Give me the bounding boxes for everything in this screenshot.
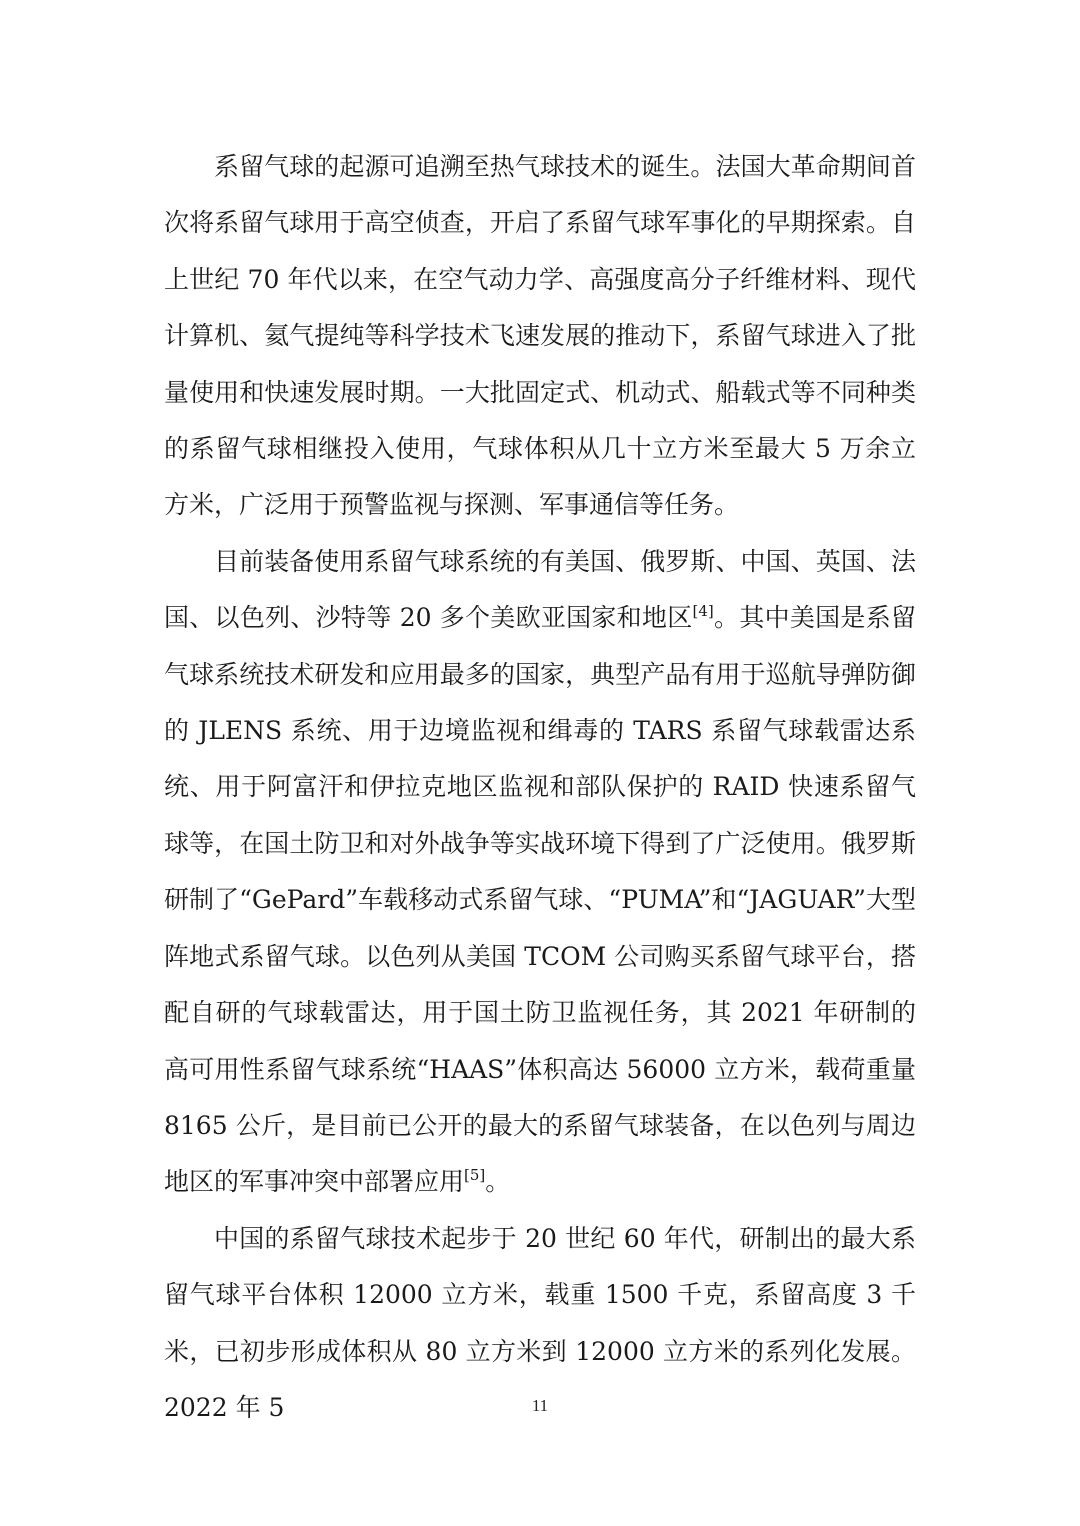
paragraph-text: 目前装备使用系留气球系统的有美国、俄罗斯、中国、英国、法国、以色列、沙特等 20 多个美欧亚国家和地区 [164, 546, 916, 633]
paragraph-text: 中国的系留气球技术起步于 20 世纪 60 年代，研制出的最大系留气球平台体积 12000 立方米，载重 1500 千克，系留高度 3 千米，已初步形成体积从 80 立方米到 12000 立方米的系列化发展。2022 年 5 [164, 1223, 916, 1422]
citation-ref: [5] [464, 1166, 486, 1185]
body-text [164, 139, 916, 1436]
paragraph-countries [164, 534, 916, 1211]
paragraph-text: 。 [485, 1167, 511, 1197]
paragraph-text: 。其中美国是系留气球系统技术研发和应用最多的国家，典型产品有用于巡航导弹防御的 JLENS 系统、用于边境监视和缉毒的 TARS 系留气球载雷达系统、用于阿富汗和伊拉克地区监视和部队保护的 RAID 快速系留气球等，在国土防卫和对外战争等实战环境下得到了广泛使用。俄罗斯研制了“GePard”车载移动式系留气球、“PUMA”和“JAGUAR”大型阵地式系留气球。以色列从美国 TCOM 公司购买系留气球平台，搭配自研的气球载雷达，用于国土防卫监视任务，其 2021 年研制的高可用性系留气球系统“HAAS”体积高达 56000 立方米，载荷重量 8165 公斤，是目前已公开的最大的系留气球装备，在以色列与周边地区的军事冲突中部署应用 [164, 603, 916, 1197]
paragraph-text: 系留气球的起源可追溯至热气球技术的诞生。法国大革命期间首次将系留气球用于高空侦查，开启了系留气球军事化的早期探索。自上世纪 70 年代以来，在空气动力学、高强度高分子纤维材料、现代计算机、氦气提纯等科学技术飞速发展的推动下，系留气球进入了批量使用和快速发展时期。一大批固定式、机动式、船载式等不同种类的系留气球相继投入使用，气球体积从几十立方米至最大 5 万余立方米，广泛用于预警监视与探测、军事通信等任务。 [164, 152, 916, 520]
page-number: 11 [531, 1396, 549, 1415]
citation-ref: [4] [692, 602, 714, 621]
paragraph-origin [164, 139, 916, 534]
